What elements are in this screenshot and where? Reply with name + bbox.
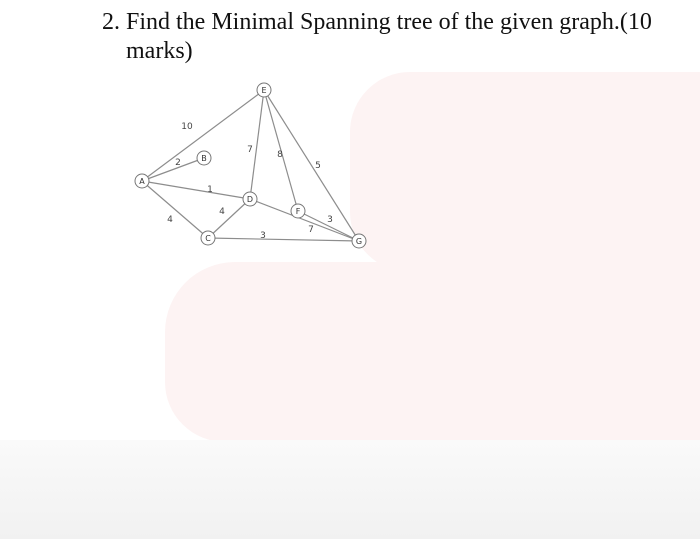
edge-a-e [142, 90, 264, 181]
edge-weight-a-b: 2 [175, 158, 181, 168]
node-label: D [246, 195, 254, 204]
edge-weight-e-f: 8 [277, 150, 283, 160]
graph-edge-weights [167, 122, 333, 241]
edge-weight-a-d: 1 [207, 185, 213, 195]
node-d [243, 192, 257, 206]
edge-c-g [208, 238, 359, 241]
question-line-1: Find the Minimal Spanning tree of the given graph.(10 [126, 9, 652, 35]
edge-weight-c-g: 3 [260, 231, 266, 241]
edge-e-g [264, 90, 359, 241]
node-label: F [295, 207, 301, 216]
node-e [257, 83, 271, 97]
edge-a-c [142, 181, 208, 238]
edge-a-b [142, 158, 204, 181]
edge-d-g [250, 199, 359, 241]
edge-weight-e-g: 5 [315, 161, 321, 171]
node-a [135, 174, 149, 188]
edge-weight-c-d: 4 [219, 207, 225, 217]
edge-weight-f-g: 3 [327, 215, 333, 225]
node-label: B [201, 154, 207, 163]
question-line-2: marks) [126, 38, 193, 64]
edge-weight-d-g: 7 [308, 225, 314, 235]
node-label: G [355, 237, 363, 246]
edge-c-d [208, 199, 250, 238]
node-label: C [205, 234, 211, 243]
node-g [352, 234, 366, 248]
edge-a-d [142, 181, 250, 199]
question-number: 2. [102, 9, 120, 35]
node-c [201, 231, 215, 245]
edge-weight-a-c: 4 [167, 215, 173, 225]
edge-weight-a-e: 10 [181, 122, 193, 132]
edge-weight-d-e: 7 [247, 145, 253, 155]
node-b [197, 151, 211, 165]
node-label: A [139, 177, 145, 186]
node-label: E [261, 86, 267, 95]
node-f [291, 204, 305, 218]
